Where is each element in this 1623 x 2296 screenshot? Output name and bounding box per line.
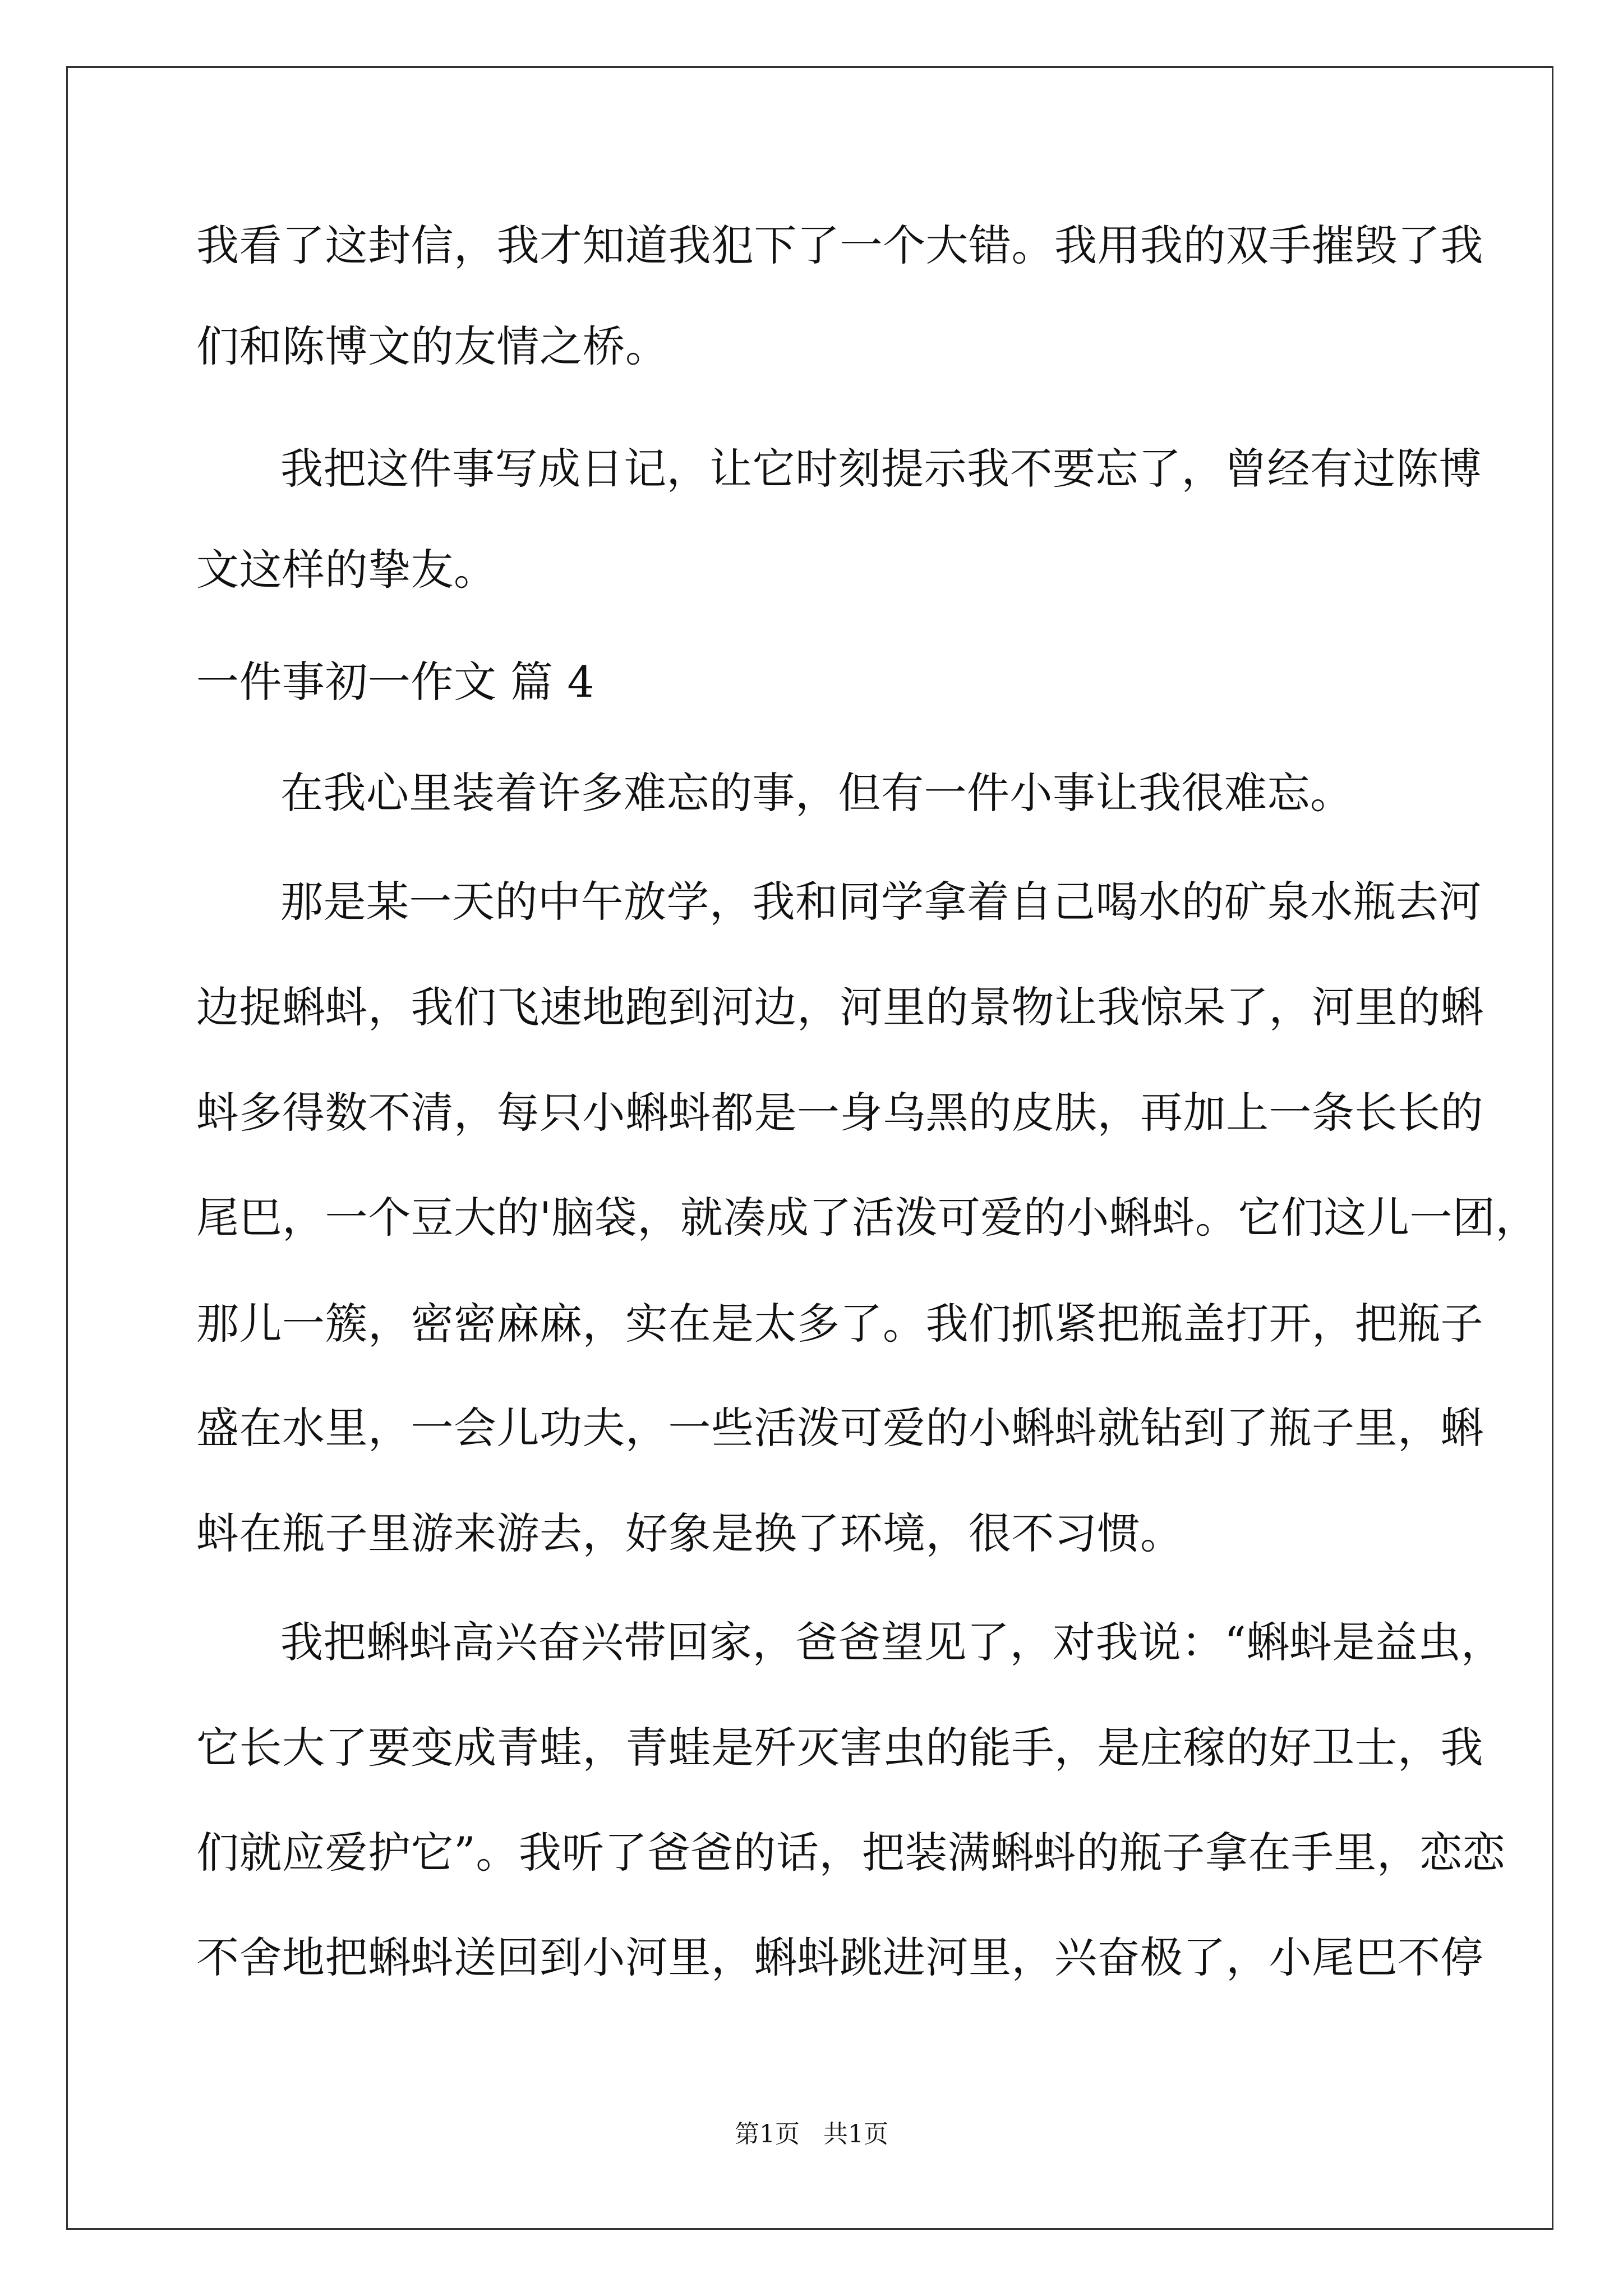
text-line: 那是某一天的中午放学，我和同学拿着自己喝水的矿泉水瓶去河 (280, 877, 1482, 927)
text-line: 蚪在瓶子里游来游去，好象是换了环境，很不习惯。 (196, 1508, 1183, 1558)
text-line: 我看了这封信，我才知道我犯下了一个大错。我用我的双手摧毁了我 (196, 220, 1483, 270)
text-line: 在我心里装着许多难忘的事，但有一件小事让我很难忘。 (280, 768, 1353, 818)
page-footer: 第1页 共1页 (735, 2120, 888, 2148)
text-line: 不舍地把蝌蚪送回到小河里，蝌蚪跳进河里，兴奋极了，小尾巴不停 (196, 1932, 1483, 1982)
text-line: 我把蝌蚪高兴奋兴带回家，爸爸望见了，对我说：“蝌蚪是益虫， (280, 1617, 1504, 1667)
text-line: 文这样的挚友。 (196, 545, 497, 595)
text-line: 边捉蝌蚪，我们飞速地跑到河边，河里的景物让我惊呆了，河里的蝌 (196, 982, 1483, 1032)
section-heading: 一件事初一作文 篇 4 (196, 657, 595, 707)
text-line: 尾巴，一个豆大的'脑袋，就凑成了活泼可爱的小蝌蚪。它们这儿一团， (196, 1193, 1538, 1243)
text-line: 盛在水里，一会儿功夫，一些活泼可爱的小蝌蚪就钻到了瓶子里，蝌 (196, 1403, 1483, 1453)
text-line: 我把这件事写成日记，让它时刻提示我不要忘了，曾经有过陈博 (280, 444, 1482, 494)
text-line: 那儿一簇，密密麻麻，实在是太多了。我们抓紧把瓶盖打开，把瓶子 (196, 1299, 1483, 1349)
text-line: 们就应爱护它”。我听了爸爸的话，把装满蝌蚪的瓶子拿在手里，恋恋 (196, 1828, 1506, 1878)
text-line: 它长大了要变成青蛙，青蛙是歼灭害虫的能手，是庄稼的好卫士，我 (196, 1723, 1483, 1773)
page-border (66, 66, 1553, 2230)
text-line: 们和陈博文的友情之桥。 (196, 321, 668, 371)
text-line: 蚪多得数不清，每只小蝌蚪都是一身乌黑的皮肤，再加上一条长长的 (196, 1088, 1483, 1138)
